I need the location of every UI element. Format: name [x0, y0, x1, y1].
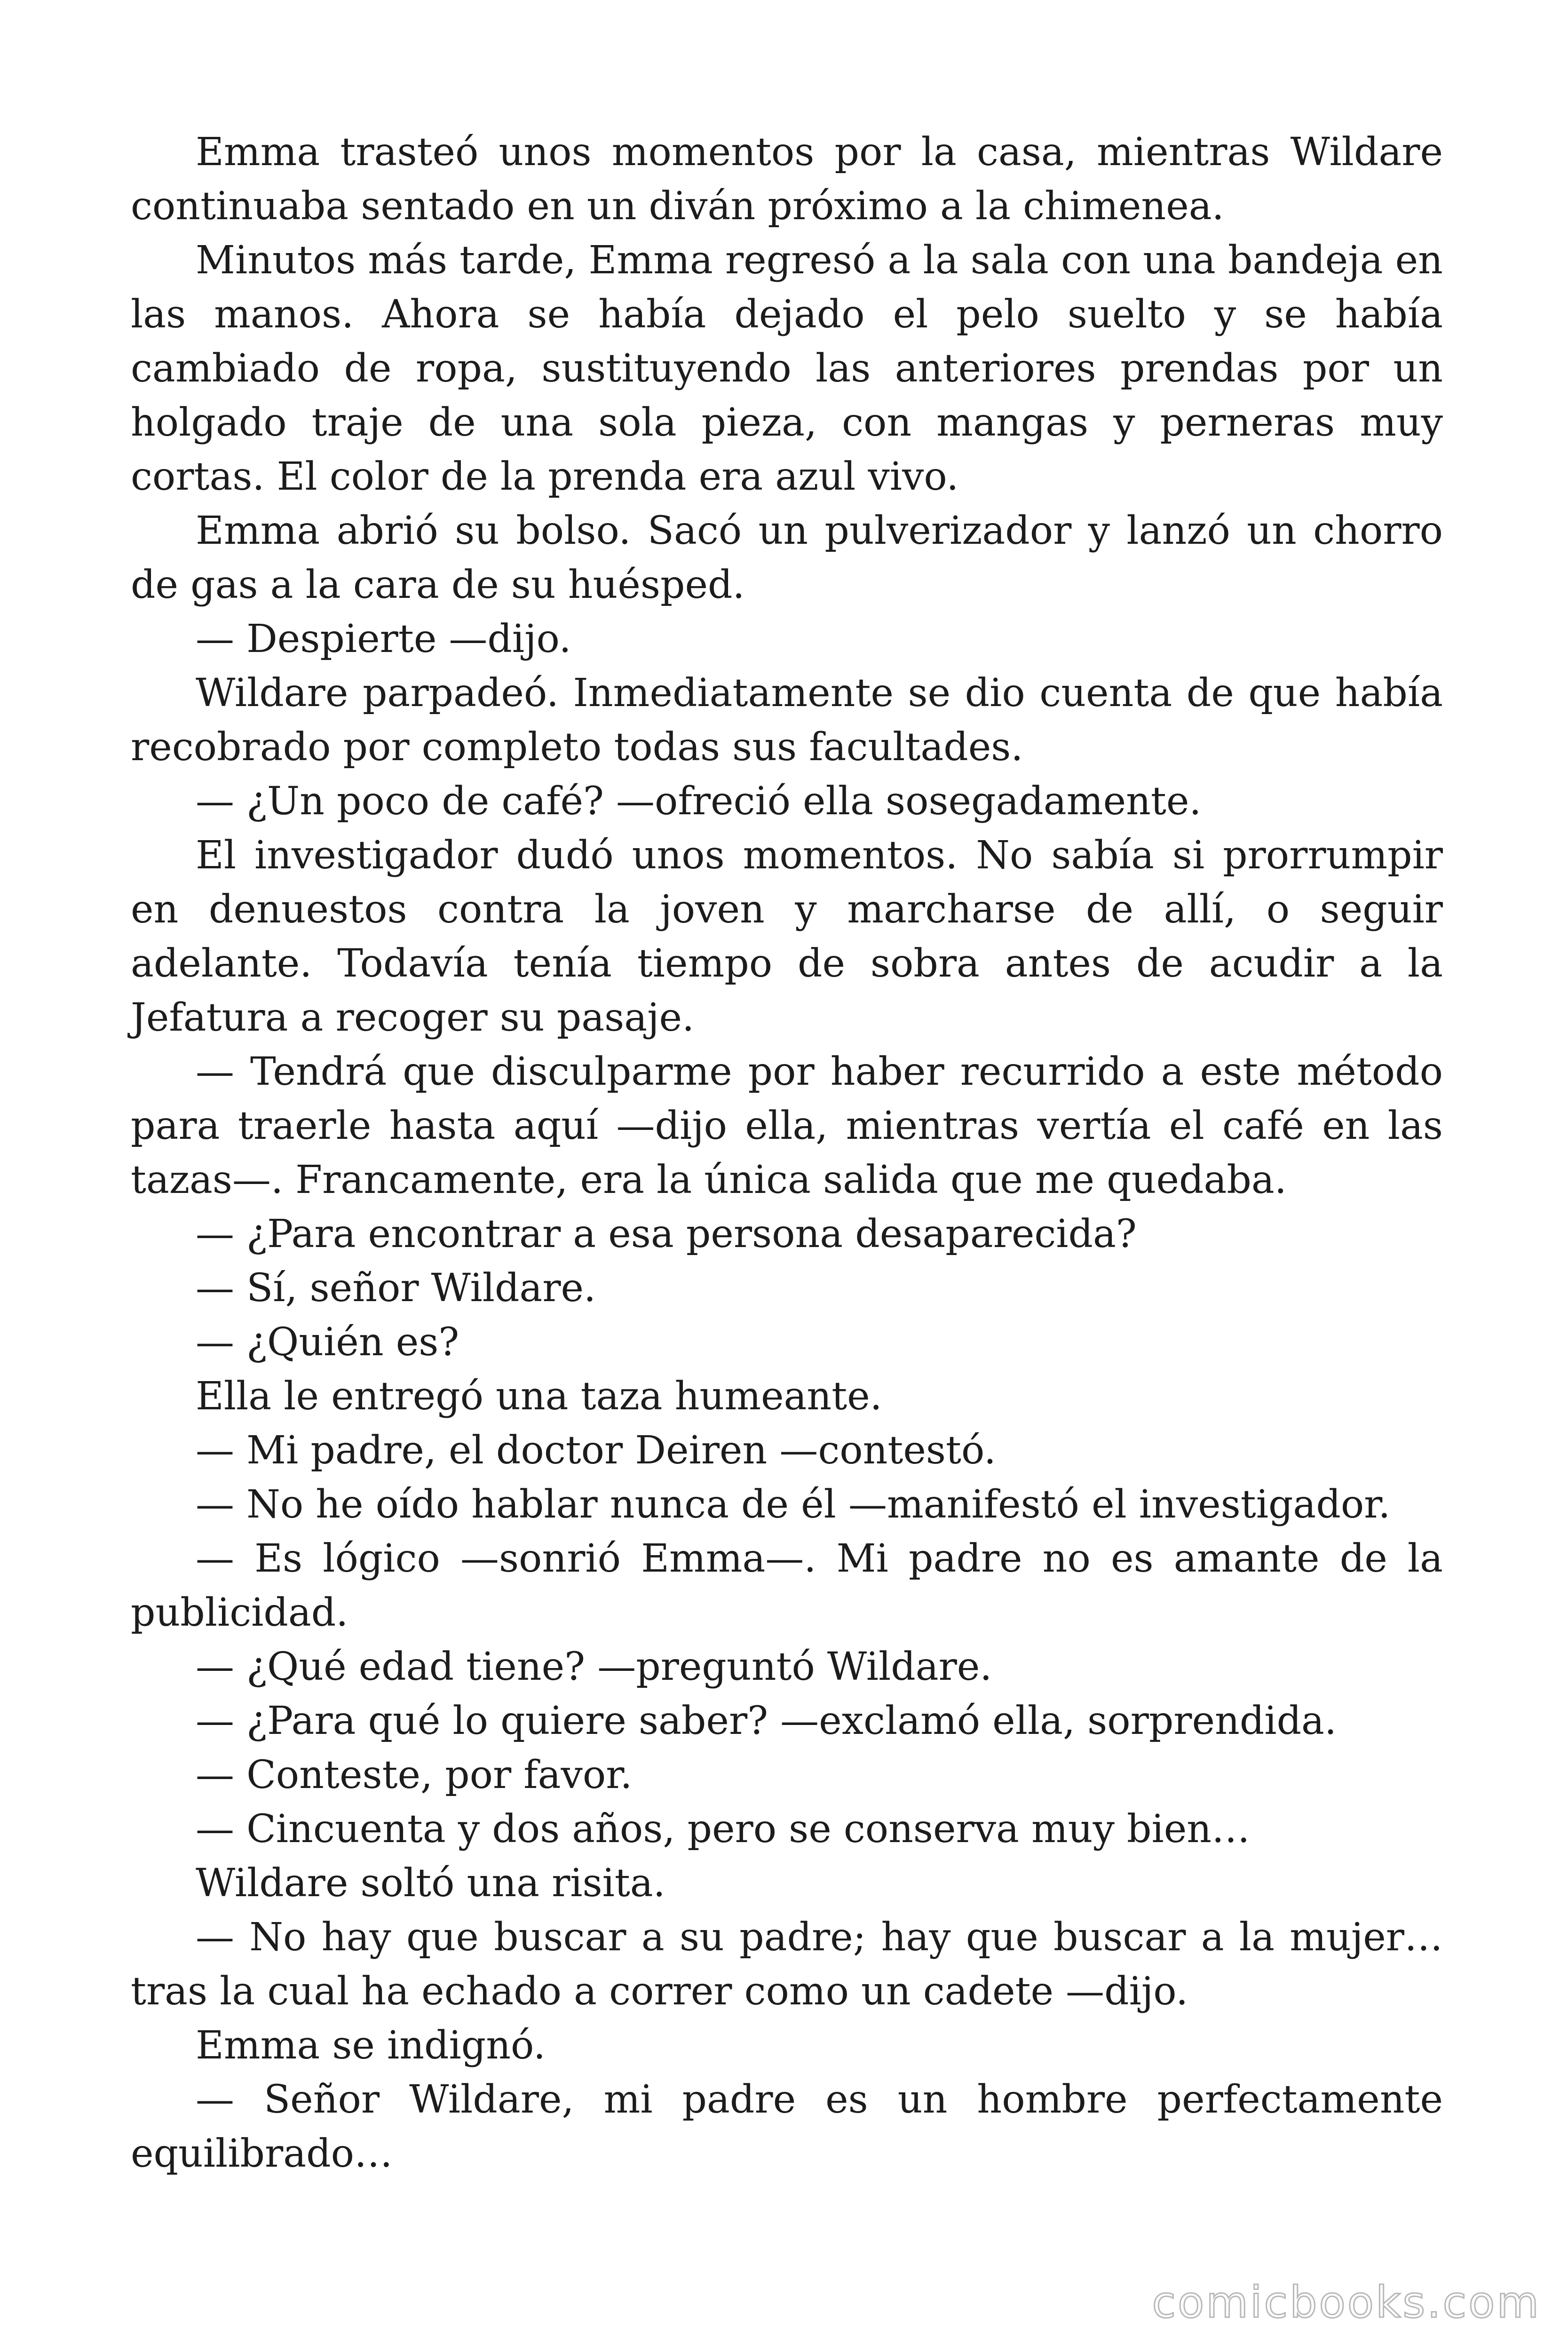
paragraph: — Mi padre, el doctor Deiren —contestó.: [196, 1428, 996, 1473]
paragraph: Ella le entregó una taza humeante.: [196, 1374, 882, 1419]
paragraph: — Despierte —dijo.: [196, 617, 571, 661]
book-page-text: [131, 125, 1443, 2181]
paragraph: — Conteste, por favor.: [196, 1753, 633, 1797]
paragraph: — Es lógico —sonrió Emma—. Mi padre no es amante de la publicidad.: [131, 1536, 1443, 1635]
paragraph: Emma trasteó unos momentos por la casa, mientras Wildare continuaba sentado en un diván próximo a la chimenea.: [131, 130, 1443, 229]
paragraph: Minutos más tarde, Emma regresó a la sala con una bandeja en las manos. Ahora se había dejado el pelo suelto y se había cambiado de ropa, sustituyendo las anteriores prendas por un holgado traje de una sola pieza, con mangas y perneras muy cortas. El color de la prenda era azul vivo.: [131, 238, 1443, 499]
paragraph: — No hay que buscar a su padre; hay que buscar a la mujer… tras la cual ha echado a correr como un cadete —dijo.: [131, 1915, 1443, 2014]
paragraph: — No he oído hablar nunca de él —manifestó el investigador.: [196, 1482, 1391, 1527]
watermark: comicbooks.com: [1152, 2277, 1541, 2328]
paragraph: — Señor Wildare, mi padre es un hombre perfectamente equilibrado…: [131, 2077, 1443, 2176]
paragraph: — ¿Para encontrar a esa persona desaparecida?: [196, 1212, 1137, 1256]
paragraph: — Sí, señor Wildare.: [196, 1266, 596, 1311]
paragraph: Wildare parpadeó. Inmediatamente se dio cuenta de que había recobrado por completo todas sus facultades.: [131, 671, 1443, 770]
paragraph: Emma abrió su bolso. Sacó un pulverizador y lanzó un chorro de gas a la cara de su huésped.: [131, 509, 1443, 607]
paragraph: — Cincuenta y dos años, pero se conserva muy bien…: [196, 1807, 1251, 1851]
paragraph: El investigador dudó unos momentos. No sabía si prorrumpir en denuestos contra la joven y marcharse de allí, o seguir adelante. Todavía tenía tiempo de sobra antes de acudir a la Jefatura a recoger su pasaje.: [131, 833, 1443, 1040]
paragraph: Emma se indignó.: [196, 2023, 546, 2068]
paragraph: — ¿Para qué lo quiere saber? —exclamó ella, sorprendida.: [196, 1699, 1337, 1743]
paragraph: — Tendrá que disculparme por haber recurrido a este método para traerle hasta aquí —dijo ella, mientras vertía el café en las tazas—. Francamente, era la única salida que me quedaba.: [131, 1049, 1443, 1202]
paragraph: — ¿Un poco de café? —ofreció ella sosegadamente.: [196, 779, 1202, 824]
paragraph: Wildare soltó una risita.: [196, 1861, 665, 1906]
paragraph: — ¿Quién es?: [196, 1320, 459, 1365]
paragraph: — ¿Qué edad tiene? —preguntó Wildare.: [196, 1645, 992, 1689]
